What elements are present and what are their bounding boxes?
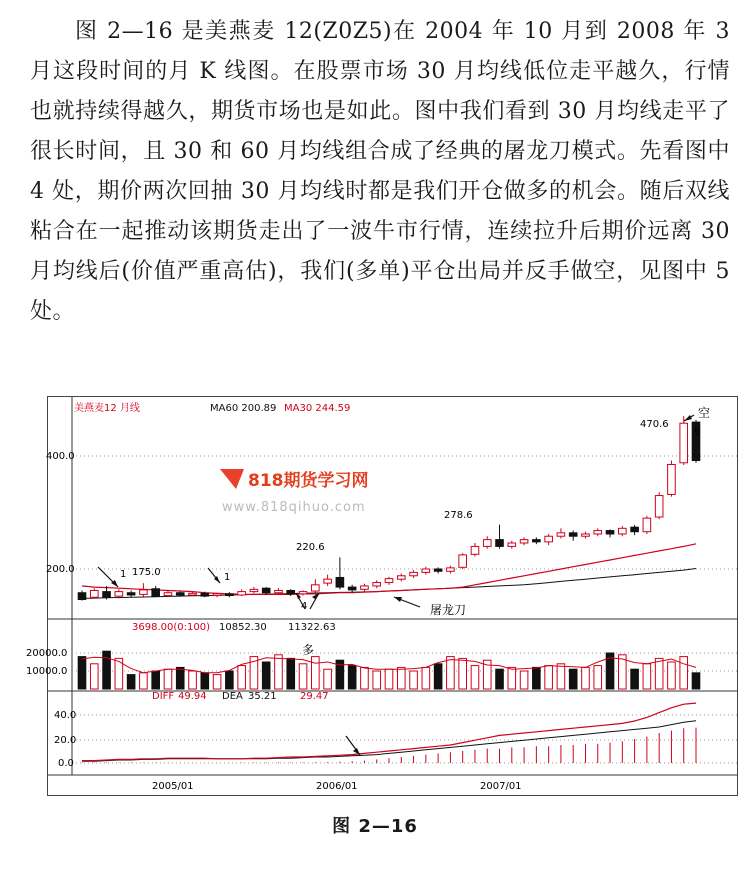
candle-down [127, 593, 135, 595]
macd-diff-label: DIFF [152, 691, 175, 702]
volume-bar [78, 657, 86, 689]
macd-series [82, 703, 696, 763]
mark-4: 4 [301, 601, 308, 612]
volume-bar [262, 662, 270, 689]
volume-bar [103, 651, 111, 689]
volume-bars [78, 651, 700, 689]
volume-bar [397, 667, 405, 689]
candle-up [655, 496, 663, 517]
xtick-2007: 2007/01 [480, 781, 522, 792]
candle-down [262, 588, 270, 593]
candle-up [250, 589, 258, 591]
candle-up [189, 593, 197, 595]
candle-up [680, 423, 688, 463]
ytick-400: 400.0 [46, 451, 75, 462]
vol-label-c: 11322.63 [288, 622, 336, 633]
candles [78, 416, 700, 601]
candle-up [410, 572, 418, 575]
candle-up [668, 464, 676, 494]
candle-up [312, 585, 320, 591]
volume-bar [520, 671, 528, 689]
volume-bar [201, 673, 209, 689]
candle-up [397, 576, 405, 579]
volume-bar [385, 669, 393, 689]
volume-bar [668, 662, 676, 689]
candle-up [115, 592, 123, 597]
candle-up [90, 590, 98, 597]
candle-up [545, 536, 553, 542]
volume-bar [90, 664, 98, 689]
candle-down [606, 531, 614, 534]
label-peak-175: 175.0 [132, 567, 161, 578]
candle-down [496, 540, 504, 547]
volume-bar [643, 664, 651, 689]
ma60-label: MA60 200.89 [210, 403, 277, 414]
volume-bar [594, 666, 602, 689]
volume-bar [140, 673, 148, 689]
candle-up [361, 586, 369, 589]
volume-bar [299, 664, 307, 689]
candle-up [299, 592, 307, 594]
candle-up [594, 531, 602, 534]
candle-up [508, 543, 516, 546]
arrow-tulongdao-head [394, 597, 402, 602]
volume-bar [569, 669, 577, 689]
ytick-macd-40: 40.0 [54, 710, 77, 721]
volume-bar [496, 669, 504, 689]
volume-bar [361, 667, 369, 689]
volume-bar [373, 671, 381, 689]
volume-bar [152, 671, 160, 689]
label-short: 空 [698, 406, 711, 420]
volume-bar [471, 666, 479, 689]
candle-up [213, 594, 221, 596]
volume-bar [680, 657, 688, 689]
label-long: 多 [302, 643, 315, 657]
candle-up [385, 579, 393, 583]
volume-bar [434, 664, 442, 689]
article-paragraph [30, 12, 730, 332]
candle-up [483, 540, 491, 547]
watermark [220, 469, 369, 515]
candle-down [176, 593, 184, 595]
annotation-arrows [98, 415, 694, 755]
volume-bar [324, 669, 332, 689]
macd-dea-value: 35.21 [248, 691, 277, 702]
volume-bar [422, 667, 430, 689]
candle-up [459, 555, 467, 567]
xtick-2006: 2006/01 [316, 781, 358, 792]
candle-up [582, 534, 590, 536]
volume-bar [508, 667, 516, 689]
volume-bar [213, 675, 221, 689]
mark-1b: 1 [224, 572, 231, 583]
candle-up [447, 568, 455, 571]
ytick-macd-20: 20.0 [54, 735, 77, 746]
candle-up [520, 540, 528, 543]
candle-up [164, 593, 172, 596]
volume-bar [348, 666, 356, 689]
volume-bar [127, 675, 135, 689]
volume-bar [287, 658, 295, 689]
mark-1a: 1 [120, 569, 127, 580]
volume-bar [545, 666, 553, 689]
ytick-vol-20000: 20000.0 [26, 648, 68, 659]
candle-down [78, 593, 86, 600]
candle-down [569, 533, 577, 536]
ytick-vol-10000: 10000.0 [26, 666, 68, 677]
arrow-4b [310, 593, 319, 609]
candle-up [275, 590, 283, 592]
mark-5: 5 [694, 427, 701, 438]
volume-bar [189, 671, 197, 689]
watermark-url: www.818qihuo.com [222, 500, 366, 515]
figure-caption: 图 2—16 [332, 816, 418, 837]
candle-down [152, 589, 160, 596]
candle-up [422, 569, 430, 572]
volume-bar [557, 664, 565, 689]
volume-bar [631, 669, 639, 689]
candle-up [471, 546, 479, 554]
candle-up [140, 590, 148, 595]
macd-dea-label: DEA [222, 691, 243, 702]
watermark-logo-icon [220, 469, 244, 489]
candle-up [557, 533, 565, 536]
volume-bar [312, 657, 320, 689]
volume-bar [176, 667, 184, 689]
article-text: 图 2—16 是美燕麦 12(Z0Z5)在 2004 年 10 月到 2008 年 3 月这段时间的月 K 线图。在股票市场 30 月均线低位走平越久，行情也就持续得越久，期货市场也是如此。图中我们看到 30 月均线走平了很长时间，且 30 和 60 月均线组合成了经典的屠龙刀模式。先看图中 4 处，期价两次回抽 30 月均线时都是我们开仓做多的机会。随后双线粘合在一起推动该期货走出了一波牛市行情，连续拉升后期价远离 30 月均线后(价值严重高估)，我们(多单)平仓出局并反手做空，见图中 5 处。 [30, 19, 730, 324]
volume-bar [275, 655, 283, 689]
label-peak-220: 220.6 [296, 542, 325, 553]
xtick-2005: 2005/01 [152, 781, 194, 792]
macd-diff-value: 49.94 [178, 691, 207, 702]
arrow-5-head [684, 415, 692, 421]
dea-line [82, 721, 696, 762]
ytick-200: 200.0 [46, 564, 75, 575]
volume-bar [459, 658, 467, 689]
candle-down [336, 577, 344, 587]
ma30-label: MA30 244.59 [284, 403, 351, 414]
candle-down [348, 587, 356, 590]
candle-down [631, 527, 639, 532]
candle-down [533, 540, 541, 542]
volume-bar [164, 669, 172, 689]
ytick-macd-0: 0.0 [58, 758, 74, 769]
volume-bar [226, 671, 234, 689]
candle-up [238, 592, 246, 595]
volume-bar [533, 667, 541, 689]
kline-figure [26, 396, 738, 796]
label-peak-278: 278.6 [444, 510, 473, 521]
candle-down [103, 592, 111, 598]
volume-bar [582, 667, 590, 689]
volume-bar [238, 666, 246, 689]
label-peak-470: 470.6 [640, 419, 669, 430]
candle-down [201, 593, 209, 596]
candle-up [324, 579, 332, 583]
candle-up [373, 583, 381, 586]
diff-line [82, 703, 696, 761]
volume-bar [655, 658, 663, 689]
candle-up [619, 528, 627, 534]
candle-up [643, 518, 651, 532]
label-tulongdao: 屠龙刀 [430, 603, 467, 617]
macd-hist-value: 29.47 [300, 691, 329, 702]
candle-down [226, 594, 234, 596]
vol-label-b: 10852.30 [219, 622, 267, 633]
candle-down [434, 569, 442, 571]
volume-bar [410, 671, 418, 689]
volume-bar [692, 673, 700, 689]
watermark-name: 818期货学习网 [248, 471, 369, 491]
vol-label-a: 3698.00(0:100) [132, 622, 210, 633]
kline-chart [26, 397, 737, 795]
ma-lines [82, 544, 696, 599]
candle-down [287, 590, 295, 593]
volume-bar [447, 657, 455, 689]
chart-title: 美燕麦12 月线 [74, 403, 140, 414]
